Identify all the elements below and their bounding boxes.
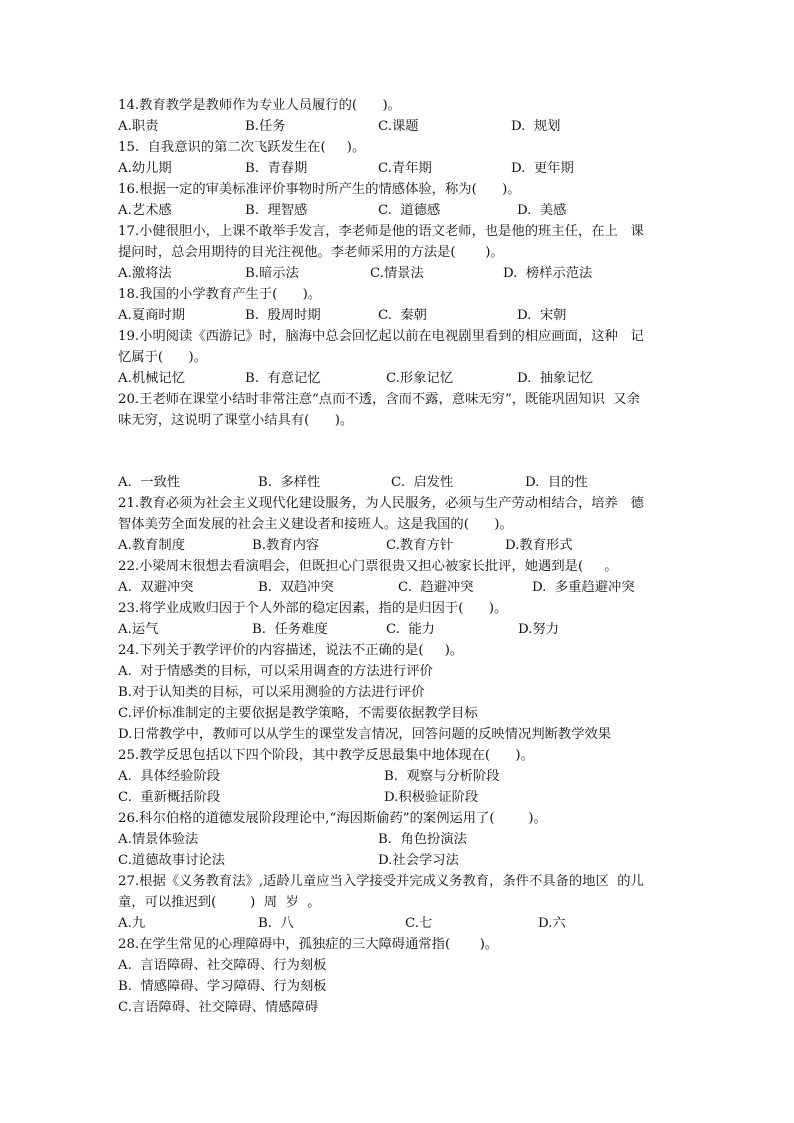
question-25-option-a: A. 具体经验阶段 xyxy=(118,769,221,784)
question-17-stem-line-1: 17.小健很胆小，上课不敢举手发言，李老师是他的语文老师，也是他的班主任，在上 课 xyxy=(118,224,644,239)
question-21-option-d: D.教育形式 xyxy=(505,538,573,553)
question-18-option-c: C. 秦朝 xyxy=(378,308,427,323)
question-21-option-a: A.教育制度 xyxy=(118,538,186,553)
question-14-option-c: C.课题 xyxy=(378,119,419,134)
question-24-option-b: B.对于认知类的目标，可以采用测验的方法进行评价 xyxy=(118,685,425,700)
question-26-option-b: B. 角色扮演法 xyxy=(378,832,467,847)
question-14-option-a: A.职责 xyxy=(118,119,159,134)
question-21-option-c: C.教育方针 xyxy=(386,538,454,553)
question-19-option-b: B. 有意记忆 xyxy=(245,371,321,386)
question-27-option-c: C.七 xyxy=(405,916,433,931)
question-19-stem-line-2: 忆属于( )。 xyxy=(118,350,207,365)
question-23-option-d: D.努力 xyxy=(518,622,560,637)
question-15-option-a: A.幼儿期 xyxy=(118,161,172,176)
question-23-stem: 23.将学业成败归因于个人外部的稳定因素，指的是归因于( )。 xyxy=(118,601,508,616)
question-18-option-b: B. 殷周时期 xyxy=(245,308,321,323)
question-15-option-c: C.青年期 xyxy=(378,161,432,176)
question-16-option-a: A.艺术感 xyxy=(118,203,172,218)
question-26-option-c: C.道德故事讨论法 xyxy=(118,853,226,868)
question-25-option-b: B. 观察与分析阶段 xyxy=(384,769,500,784)
question-26-stem: 26.科尔伯格的道德发展阶段理论中,“海因斯偷药”的案例运用了( )。 xyxy=(118,811,547,826)
question-15-option-d: D. 更年期 xyxy=(511,161,574,176)
question-19-option-a: A.机械记忆 xyxy=(118,371,186,386)
question-26-option-d: D.社会学习法 xyxy=(378,853,459,868)
question-17-option-b: B.暗示法 xyxy=(245,266,299,281)
question-25-option-d: D.积极验证阶段 xyxy=(384,790,479,805)
question-23-option-a: A.运气 xyxy=(118,622,159,637)
question-20-stem-line-1: 20.王老师在课堂小结时非常注意“点而不透，含而不露，意味无穷”，既能巩固知识 又余 xyxy=(118,392,640,407)
question-20-stem-line-2: 味无穷，这说明了课堂小结具有( )。 xyxy=(118,413,354,428)
question-25-option-c: C. 重新概括阶段 xyxy=(118,790,221,805)
question-24-stem: 24.下列关于教学评价的内容描述，说法不正确的是( )。 xyxy=(118,643,464,658)
question-22-option-a: A. 双避冲突 xyxy=(118,580,194,595)
question-14-option-d: D. 规划 xyxy=(511,119,561,134)
question-16-option-c: C. 道德感 xyxy=(378,203,441,218)
question-27-option-d: D.六 xyxy=(538,916,566,931)
question-22-option-c: C. 趋避冲突 xyxy=(398,580,474,595)
question-16-stem: 16.根据一定的审美标准评价事物时所产生的情感体验，称为( )。 xyxy=(118,182,521,197)
question-18-stem: 18.我国的小学教育产生于( )。 xyxy=(118,287,322,302)
question-17-option-d: D. 榜样示范法 xyxy=(503,266,593,281)
question-17-stem-line-2: 提问时，总会用期待的目光注视他。李老师采用的方法是( )。 xyxy=(118,245,504,260)
question-20-option-b: B. 多样性 xyxy=(258,475,321,490)
question-24-option-d: D.日常教学中，教师可以从学生的课堂发言情况，回答问题的反映情况判断教学效果 xyxy=(118,727,612,742)
question-19-option-d: D. 抽象记忆 xyxy=(517,371,594,386)
question-24-option-c: C.评价标准制定的主要依据是教学策略，不需要依据教学目标 xyxy=(118,706,478,721)
question-14-stem: 14.教育教学是教师作为专业人员履行的( )。 xyxy=(118,98,401,113)
question-19-option-c: C.形象记忆 xyxy=(386,371,454,386)
question-16-option-d: D. 美感 xyxy=(517,203,567,218)
question-20-option-c: C. 启发性 xyxy=(391,475,454,490)
question-20-option-a: A. 一致性 xyxy=(118,475,181,490)
question-22-stem: 22.小梁周末很想去看演唱会，但既担心门票很贵又担心被家长批评，她遇到是( 。 xyxy=(118,559,618,574)
question-28-option-c: C.言语障碍、社交障碍、情感障碍 xyxy=(118,1000,319,1015)
question-28-stem: 28.在学生常见的心理障碍中，孤独症的三大障碍通常指( )。 xyxy=(118,937,499,952)
question-24-option-a: A. 对于情感类的目标，可以采用调查的方法进行评价 xyxy=(118,664,433,679)
question-18-option-d: D. 宋朝 xyxy=(517,308,567,323)
question-21-stem-line-1: 21.教育必须为社会主义现代化建设服务，为人民服务，必须与生产劳动相结合，培养 德 xyxy=(118,496,644,511)
question-27-option-b: B. 八 xyxy=(258,916,294,931)
question-22-option-d: D. 多重趋避冲突 xyxy=(532,580,635,595)
question-23-option-b: B. 任务难度 xyxy=(252,622,328,637)
question-26-option-a: A.情景体验法 xyxy=(118,832,199,847)
question-16-option-b: B. 理智感 xyxy=(245,203,308,218)
question-27-stem-line-2: 童，可以推迟到( ) 周 岁 。 xyxy=(118,895,321,910)
question-15-stem: 15. 自我意识的第二次飞跃发生在( )。 xyxy=(118,140,366,155)
question-15-option-b: B. 青春期 xyxy=(245,161,308,176)
question-28-option-a: A. 言语障碍、社交障碍、行为刻板 xyxy=(118,958,327,973)
question-28-option-b: B. 情感障碍、学习障碍、行为刻板 xyxy=(118,979,327,994)
question-21-stem-line-2: 智体美劳全面发展的社会主义建设者和接班人。这是我国的( )。 xyxy=(118,517,513,532)
question-17-option-a: A.激将法 xyxy=(118,266,172,281)
question-20-option-d: D. 目的性 xyxy=(525,475,588,490)
question-19-stem-line-1: 19.小明阅读《西游记》时，脑海中总会回忆起以前在电视剧里看到的相应画面，这种 记 xyxy=(118,329,644,344)
question-27-option-a: A.九 xyxy=(118,916,146,931)
question-14-option-b: B.任务 xyxy=(245,119,286,134)
question-22-option-b: B. 双趋冲突 xyxy=(258,580,334,595)
question-23-option-c: C. 能力 xyxy=(386,622,435,637)
question-17-option-c: C.情景法 xyxy=(370,266,424,281)
question-18-option-a: A.夏商时期 xyxy=(118,308,186,323)
question-21-option-b: B.教育内容 xyxy=(252,538,320,553)
question-25-stem: 25.教学反思包括以下四个阶段，其中教学反思最集中地体现在( )。 xyxy=(118,748,534,763)
question-27-stem-line-1: 27.根据《义务教育法》,适龄儿童应当入学接受并完成义务教育，条件不具备的地区 的儿 xyxy=(118,874,644,889)
